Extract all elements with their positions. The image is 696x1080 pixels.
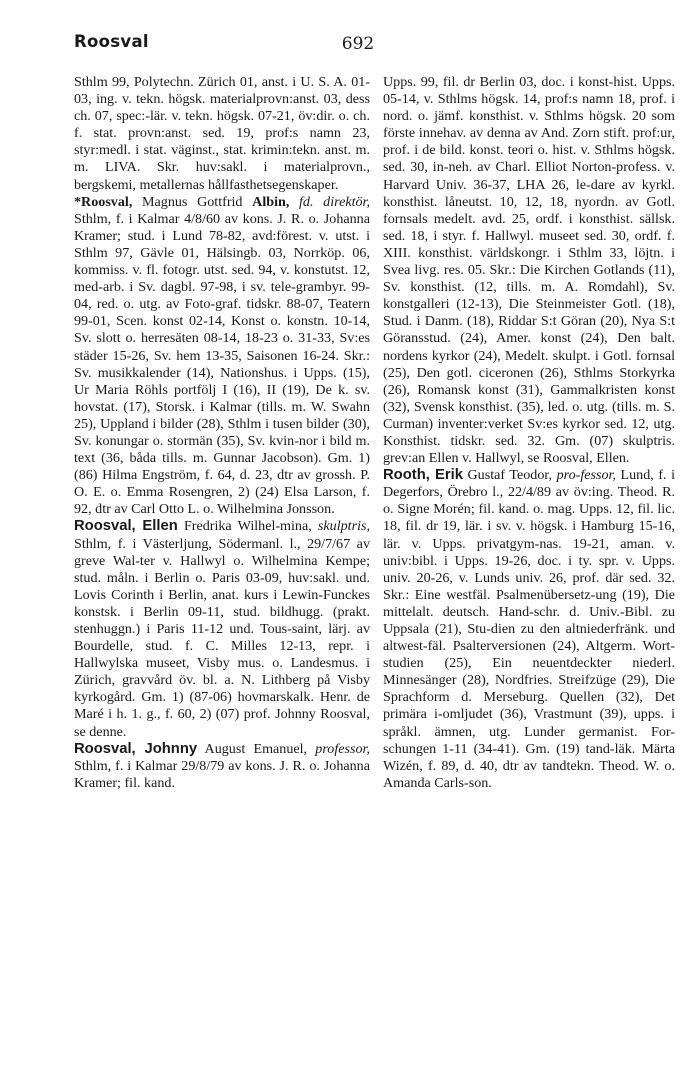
entry-name: Roosval, Johnny <box>74 740 198 757</box>
entry-text: Sthlm, f. i Kalmar 4/8/60 av kons. J. R. o. Johanna Kramer; stud. i Lund 78-82, avd:förest. v. utst. i Sthlm 97, Gävle 01, Hälsingb. 03, Norrköp. 06, kommiss. v. fl. fotogr. utst. sed. 94, v. konstutst. 12, med-arb. i Sv. dagbl. 97-98, i sv. tele-grambyr. 99-04, red. o. utg. av Foto-graf. tidskr. 88-07, Teatern 99-01, Scen. konst 02-14, Konst o. konstn. 10-14, Sv. slott o. herresäten 08-14, 18-23 o. 31-33, Sv:es städer 15-26, Sv. hem 13-35, Saisonen 16-24. Skr.: Sv. musikkalender (14), Nationshus. i Upps. (15), Ur Maria Röhls portfölj I (16), II (19), De k. sv. hovstat. (17), Storsk. i Kalmar (tills. m. W. Swahn 25), Uppland i bilder (28), Sthlm i tusen bilder (30), Sv. konungar o. stormän (35), Sv. kvin-nor i bild m. text (36, båda tills. m. Gunnar Jacobson). Gm. 1) (86) Hilma Engström, f. 64, d. 23, dtr av grossh. P. O. E. o. Emma Rosengren, 2) (24) Elsa Larson, f. 92, dtr av Carl Otto L. o. Wilhelmina Jonsson. <box>74 210 370 518</box>
page-number: 692 <box>341 34 375 54</box>
entry-albin-roosval <box>74 194 370 519</box>
entry-erik-rooth <box>383 467 675 792</box>
entry-name: Roosval, Ellen <box>74 518 178 535</box>
entry-given-names: Magnus Gottfrid <box>142 193 243 210</box>
right-column <box>383 74 675 792</box>
running-head-word: Roosval <box>74 32 149 51</box>
entry-text: Sthlm, f. i Kalmar 29/8/79 av kons. J. R. o. Johanna Kramer; fil. kand. <box>74 757 370 791</box>
entry-name: Rooth, Erik <box>383 467 463 484</box>
entry-occupation: professor, <box>315 740 370 757</box>
entry-text: Upps. 99, fil. dr Berlin 03, doc. i konst-hist. Upps. 05-14, v. Sthlms högsk. 14, prof:s namn 18, prof. i nord. o. jämf. konsthist. v. Sthlms högsk. 20 som förste innehav. av denna av And. Zorn stift. prof:ur, prof. i de bild. konst. teori o. hist. v. Sthlms högsk. sed. 30, in-neh. av Charl. Elliot Norton-profess. v. Harvard Univ. 36-37, LHA 26, le-dare av kyrkl. konsthist. låneutst. 10, 12, 18, nyordn. av Gotl. fornsals medelt. avd. 25, ordf. i konsthist. sällsk. sed. 18, i styr. f. Hallwyl. museet sed. 30, ordf. f. XIII. konsthist. världskongr. i Sthlm 33, löjtn. i Svea livg. res. 05. Skr.: Die Kirchen Gotlands (11), Sv. konsthist. (12, tills. m. A. Romdahl), Sv. konstgalleri (12-13), Die Steinmeister Gotl. (18), Stud. i Danm. (18), Riddar S:t Göran (20), Nya S:t Göransstud. (24), Amer. konst (24), Den balt. nordens kyrkor (24), Medelt. skulpt. i Gotl. fornsal (25), Den gotl. ciceronen (26), Sthlms Storkyrka (26), Romansk konst (31), Gammalkristen konst (32), Svensk konsthist. (35), led. o. utg. (tills. m. S. Curman) inventer:verket Sv:es kyrkor sed. 12, utg. Konsthist. tidskr. sed. 32. Gm. (07) skulptris. grev:an Ellen v. Hallwyl, se Roosval, Ellen. <box>383 74 675 467</box>
entry-text: Lund, f. i Degerfors, Örebro l., 22/4/89 av öv:ing. Theod. R. o. Signe Morén; fil. kand. o. mag. Upps. 12, fil. lic. 18, fil. dr 19, lär. i sv. v. högsk. i Hamburg 15-16, lär. v. Upps. privatgym-nas. 19-21, aman. v. univ:bibl. i Upps. 19-26, doc. i ty. spr. v. Upps. univ. 20-26, v. Lunds univ. 26, prof. där sed. 32. Skr.: Eine westfäl. Psalmenübersetz-ung (19), Die mittelalt. deutsch. Hand-schr. d. Univ.-Bibl. zu Uppsala (21), Stu-dien zu den altniederfränk. und altwest-fäl. Psalterversionen (24), Altgerm. Wort-studien (25), Ein neuentdeckter niederl. Minnesänger (28), Nordfries. Streifzüge (29), Die Sprachform d. Merseburg. Quellen (32), Det primära i-omljudet (36), Vrastmunt (39), upps. i språkl. ämnen, utg. Lunder germanist. For-schungen 1-11 (34-41). Gm. (19) tand-läk. Märta Wizén, f. 89, d. 40, dtr av tandtekn. Theod. W. o. Amanda Carls-son. <box>383 467 675 791</box>
entry-occupation: fd. direktör, <box>299 193 370 210</box>
entry-occupation: skulptris, <box>317 518 370 535</box>
entry-occupation: pro-fessor, <box>556 467 616 484</box>
entry-text: Sthlm, f. i Västerljung, Södermanl. l., 29/7/67 av greve Wal-ter v. Hallwyl o. Wilhelmina Kempe; stud. måln. i Berlin o. Paris 03-09, huv:sakl. und. Lovis Corinth i Berlin, anat. kurs i Lewin-Funckes konstsk. i Berlin 09-11, stud. bildhugg. (prakt. stenhuggn.) i Paris 11-12 und. Tous-saint, lärj. av Bourdelle, stud. f. C. Milles 12-13, repr. i Hallwylska museet, Visby mus. o. Landesmus. i Zürich, gravvård öv. bl. a. N. Lithberg på Visby kyrkogård. Gm. 1) (87-06) hovmarskalk. Henr. de Maré i h. 1. g., f. 60, 2) (07) prof. Johnny Roosval, se denne. <box>74 535 370 740</box>
running-head <box>74 32 642 60</box>
deceased-marker: * <box>74 193 82 210</box>
entry-ellen-roosval <box>74 518 370 740</box>
entry-given-names: August Emanuel, <box>204 740 308 757</box>
entry-given-names: Gustaf Teodor, <box>467 467 553 484</box>
entry-johnny-roosval-continued <box>383 74 675 467</box>
entry-continuation <box>74 74 370 194</box>
entry-called-name: Albin, <box>252 193 290 210</box>
entry-johnny-roosval <box>74 741 370 792</box>
entry-text: Sthlm 99, Polytechn. Zürich 01, anst. i U. S. A. 01-03, ing. v. tekn. högsk. materialprovn:anst. 03, dess ch. 07, spec:-lär. v. tekn. högsk. 07-21, öv:dir. o. ch. f. stat. provn:anst. sed. 19, prof:s namn 23, styr:medl. i stat. väginst., stat. krimin:tekn. anst. m. m. LIVA. Skr. huv:sakl. i materialprovn., bergskemi, metallernas hållfasthetsegenskaper. <box>74 74 370 193</box>
left-column <box>74 74 370 792</box>
entry-surname: Roosval, <box>81 193 133 210</box>
entry-given-names: Fredrika Wilhel-mina, <box>183 518 312 535</box>
